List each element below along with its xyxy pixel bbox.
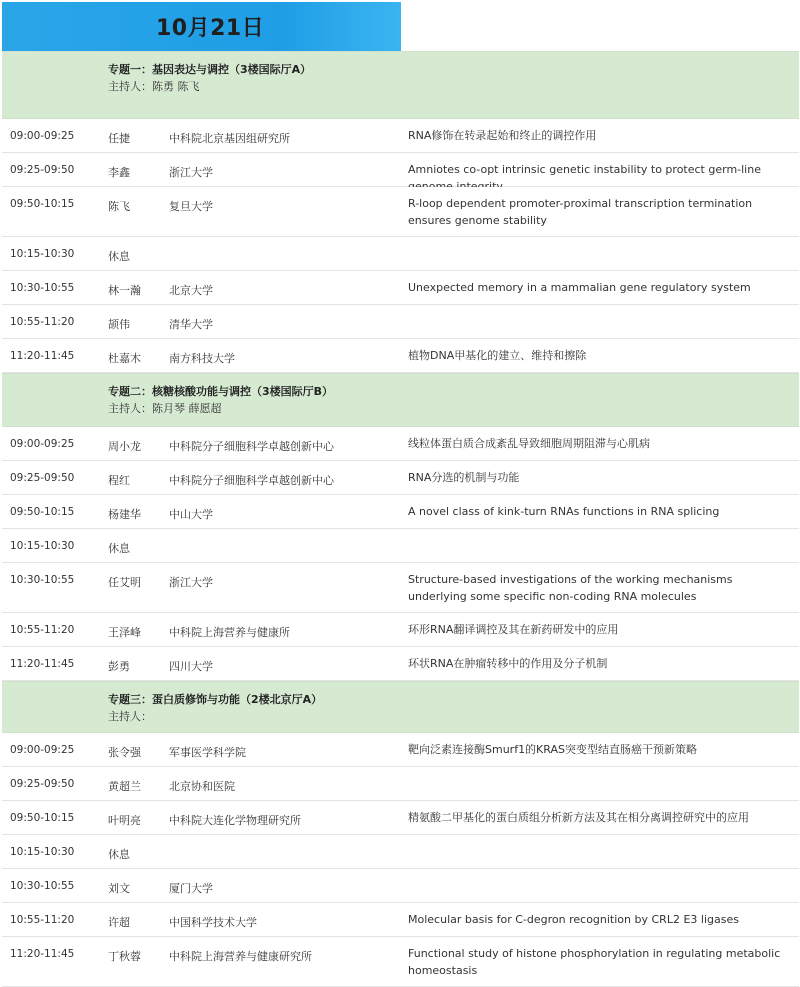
schedule-row	[2, 835, 799, 869]
schedule-row	[2, 869, 799, 903]
institution: 四川大学	[169, 660, 213, 673]
institution: 清华大学	[169, 318, 213, 331]
institution: 中科院分子细胞科学卓越创新中心	[169, 474, 334, 487]
talk-title: R-loop dependent promoter-proximal transcription termination ensures genome stability	[408, 197, 753, 227]
speaker-name: 休息	[108, 542, 130, 555]
institution: 浙江大学	[169, 576, 213, 589]
schedule-table	[2, 51, 799, 987]
speaker-name: 彭勇	[108, 660, 130, 673]
time-cell: 11:20-11:45	[10, 658, 75, 670]
talk-title: 线粒体蛋白质合成紊乱导致细胞周期阻滞与心肌病	[408, 437, 650, 450]
schedule-row	[2, 187, 799, 237]
talk-title: Functional study of histone phosphorylation in regulating metabolic homeostasis	[408, 947, 781, 977]
schedule-row	[2, 153, 799, 187]
schedule-row	[2, 119, 799, 153]
date-banner	[2, 2, 401, 51]
session-host: 主持人：陈月琴 薛愿超	[108, 402, 222, 415]
schedule-row	[2, 563, 799, 613]
speaker-name: 休息	[108, 848, 130, 861]
institution: 中科院大连化学物理研究所	[169, 814, 301, 827]
session-host: 主持人：陈勇 陈飞	[108, 80, 200, 93]
session-header	[2, 51, 799, 119]
schedule-row	[2, 427, 799, 461]
speaker-name: 刘文	[108, 882, 130, 895]
time-cell: 10:55-11:20	[10, 624, 75, 636]
institution: 中科院北京基因组研究所	[169, 132, 290, 145]
time-cell: 09:25-09:50	[10, 472, 75, 484]
speaker-name: 杨建华	[108, 508, 141, 521]
time-cell: 11:20-11:45	[10, 350, 75, 362]
time-cell: 10:15-10:30	[10, 248, 75, 260]
schedule-row	[2, 647, 799, 681]
time-cell: 10:15-10:30	[10, 846, 75, 858]
institution: 北京大学	[169, 284, 213, 297]
speaker-name: 黄超兰	[108, 780, 141, 793]
session-title: 专题二：核糖核酸功能与调控（3楼国际厅B）	[108, 385, 334, 398]
schedule-row	[2, 733, 799, 767]
time-cell: 10:55-11:20	[10, 316, 75, 328]
talk-title: 植物DNA甲基化的建立、维持和擦除	[408, 349, 587, 362]
schedule-row	[2, 495, 799, 529]
talk-title: Molecular basis for C-degron recognition by CRL2 E3 ligases	[408, 913, 739, 926]
talk-title: 环状RNA在肿瘤转移中的作用及分子机制	[408, 657, 608, 670]
time-cell: 09:00-09:25	[10, 130, 75, 142]
schedule-row	[2, 903, 799, 937]
schedule-row	[2, 767, 799, 801]
time-cell: 09:50-10:15	[10, 198, 75, 210]
session-header	[2, 681, 799, 733]
speaker-name: 休息	[108, 250, 130, 263]
institution: 中科院上海营养与健康所	[169, 626, 290, 639]
schedule-row	[2, 305, 799, 339]
time-cell: 10:15-10:30	[10, 540, 75, 552]
institution: 复旦大学	[169, 200, 213, 213]
session-title: 专题一：基因表达与调控（3楼国际厅A）	[108, 63, 312, 76]
talk-title: 精氨酸二甲基化的蛋白质组分析新方法及其在相分离调控研究中的应用	[408, 811, 749, 824]
institution: 浙江大学	[169, 166, 213, 179]
schedule-row	[2, 271, 799, 305]
speaker-name: 王泽峰	[108, 626, 141, 639]
talk-title: Amniotes co-opt intrinsic genetic instability to protect germ-line	[408, 163, 761, 176]
time-cell: 09:25-09:50	[10, 778, 75, 790]
schedule-row	[2, 613, 799, 647]
session-title: 专题三：蛋白质修饰与功能（2楼北京厅A）	[108, 693, 323, 706]
institution: 军事医学科学院	[169, 746, 246, 759]
time-cell: 09:50-10:15	[10, 506, 75, 518]
time-cell: 11:20-11:45	[10, 948, 75, 960]
speaker-name: 陈飞	[108, 200, 130, 213]
institution: 中科院分子细胞科学卓越创新中心	[169, 440, 334, 453]
speaker-name: 周小龙	[108, 440, 141, 453]
time-cell: 09:00-09:25	[10, 744, 75, 756]
speaker-name: 李鑫	[108, 166, 130, 179]
session-host: 主持人：	[108, 710, 152, 723]
time-cell: 09:25-09:50	[10, 164, 75, 176]
schedule-row	[2, 529, 799, 563]
talk-title: RNA分选的机制与功能	[408, 471, 520, 484]
speaker-name: 许超	[108, 916, 130, 929]
institution: 南方科技大学	[169, 352, 235, 365]
schedule-row	[2, 461, 799, 495]
institution: 中科院上海营养与健康研究所	[169, 950, 312, 963]
talk-title: 靶向泛素连接酶Smurf1的KRAS突变型结直肠癌干预新策略	[408, 743, 697, 756]
speaker-name: 杜嘉木	[108, 352, 141, 365]
talk-title: RNA修饰在转录起始和终止的调控作用	[408, 129, 597, 142]
speaker-name: 叶明亮	[108, 814, 141, 827]
talk-title: Unexpected memory in a mammalian gene regulatory system	[408, 281, 751, 294]
speaker-name: 任捷	[108, 132, 130, 145]
talk-title: Structure-based investigations of the working mechanisms underlying some specific non-coding RNA molecules	[408, 573, 733, 603]
date-title: 10月21日	[156, 16, 265, 41]
institution: 中山大学	[169, 508, 213, 521]
time-cell: 09:00-09:25	[10, 438, 75, 450]
time-cell: 10:55-11:20	[10, 914, 75, 926]
time-cell: 10:30-10:55	[10, 282, 75, 294]
schedule-row	[2, 937, 799, 987]
schedule-row	[2, 237, 799, 271]
speaker-name: 丁秋蓉	[108, 950, 141, 963]
schedule-row	[2, 339, 799, 373]
time-cell: 10:30-10:55	[10, 880, 75, 892]
time-cell: 09:50-10:15	[10, 812, 75, 824]
session-header	[2, 373, 799, 427]
speaker-name: 任艾明	[108, 576, 141, 589]
talk-title: A novel class of kink-turn RNAs functions in RNA splicing	[408, 505, 720, 518]
speaker-name: 张令强	[108, 746, 141, 759]
institution: 北京协和医院	[169, 780, 235, 793]
talk-title: 环形RNA翻译调控及其在新药研发中的应用	[408, 623, 619, 636]
speaker-name: 林一瀚	[108, 284, 141, 297]
speaker-name: 颉伟	[108, 318, 130, 331]
speaker-name: 程红	[108, 474, 130, 487]
schedule-row	[2, 801, 799, 835]
institution: 中国科学技术大学	[169, 916, 257, 929]
time-cell: 10:30-10:55	[10, 574, 75, 586]
institution: 厦门大学	[169, 882, 213, 895]
